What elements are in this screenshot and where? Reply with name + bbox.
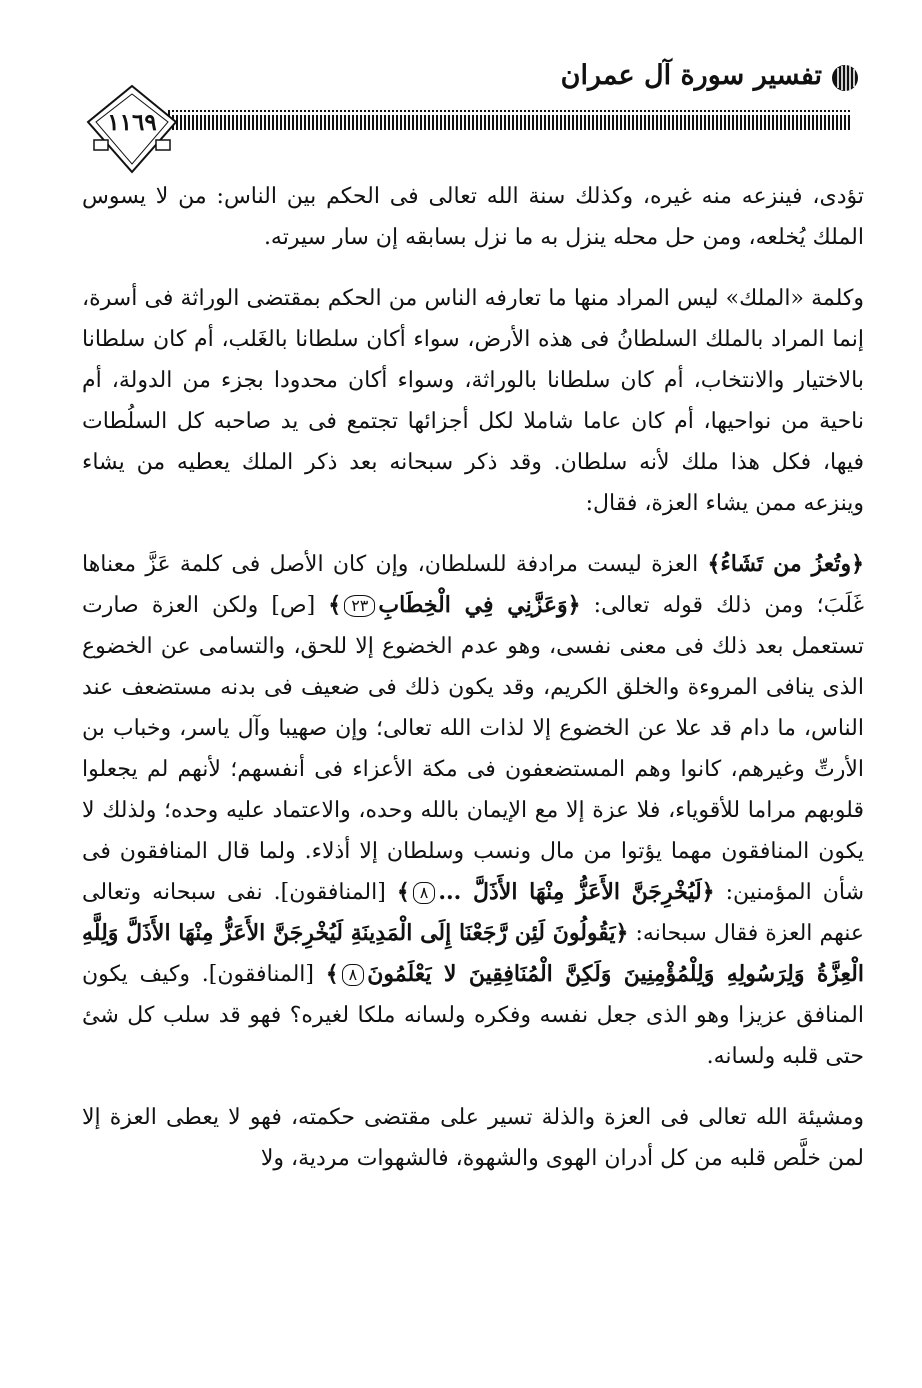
quran-verse-2-close: ﴾ bbox=[328, 592, 342, 618]
quran-verse-3-close: ﴾ bbox=[396, 879, 410, 905]
paragraph-3-text-1: العزة ليست مرادفة للسلطان، وإن كان الأصل فى كلمة عَزَّ معناها غَلَبَ؛ ومن ذلك قوله تعالى: bbox=[82, 552, 864, 618]
ayah-number-marker: ٨ bbox=[413, 882, 436, 904]
quran-verse-4-close: ﴾ bbox=[325, 961, 339, 987]
paragraph-3 bbox=[82, 544, 864, 1077]
quran-verse-1: ﴿وتُعزُ من تَشَاءُ﴾ bbox=[707, 551, 864, 577]
paragraph-3-text-3: . نفى سبحانه وتعالى عنهم العزة فقال سبحانه: bbox=[82, 880, 864, 946]
page-header-title: تفسير سورة آل عمران bbox=[560, 60, 822, 91]
ayah-number-marker: ٨ bbox=[342, 964, 365, 986]
paragraph-3-text-4: . وكيف يكون المنافق عزيزا وهو الذى جعل نفسه وفكره ولسانه ملكا لغيره؟ فهو قد سلب كل شئ حتى قلبه ولسانه. bbox=[82, 962, 865, 1069]
ayah-number-marker: ٢٣ bbox=[344, 595, 375, 617]
paragraph-3-text-2: ولكن العزة صارت تستعمل بعد ذلك فى معنى نفسى، وهو عدم الخضوع إلا للحق، والتسامى عن الخضوع الذى ينافى المروءة والخلق الكريم، وقد يكون ذلك فى ضعيف فى بدنه مستضعف عند الناس، ما دام قد علا عن الخضوع إلا لذات الله تعالى؛ وإن صهيبا وآل ياسر، وخباب بن الأرتِّ وغيرهم، كانوا وهم المستضعفون فى مكة الأعزاء فى أنفسهم؛ لأنهم لم يجعلوا قلوبهم مراما للأقوياء، فلا عزة إلا مع الإيمان بالله وحده، والاعتماد عليه وحده؛ ولذلك لا يكون المنافقون مهما يؤتوا من مال ونسب وسلطان إلا أذلاء. ولما قال المنافقون فى شأن المؤمنين: bbox=[82, 593, 865, 905]
page-number: ١١٦٩ bbox=[107, 109, 157, 136]
header-rule bbox=[168, 110, 850, 130]
paragraph-4: ومشيئة الله تعالى فى العزة والذلة تسير على مقتضى حكمته، فهو لا يعطى العزة إلا لمن خلَّص قلبه من كل أدران الهوى والشهوة، فالشهوات مردية، ولا bbox=[82, 1105, 864, 1171]
quran-verse-3: ﴿لَيُخْرِجَنَّ الأَعَزُّ مِنْهَا الأَذَلَّ ... bbox=[438, 879, 715, 905]
quran-verse-4: ﴿يَقُولُونَ لَئِن رَّجَعْنَا إِلَى الْمَدِينَةِ لَيُخْرِجَنَّ الأَعَزُّ مِنْهَا الأَذَلَّ وَلِلَّهِ الْعِزَّةُ وَلِرَسُولِهِ وَلِلْمُؤْمِنِينَ وَلَكِنَّ الْمُنَافِقِينَ لا يَعْلَمُونَ bbox=[82, 920, 864, 987]
quran-verse-2: ﴿وَعَزَّنِي فِي الْخِطَابِ bbox=[378, 592, 581, 618]
surah-reference: [ص] bbox=[271, 593, 329, 618]
surah-reference: [المنافقون] bbox=[280, 880, 397, 905]
paragraph-1: تؤدى، فينزعه منه غيره، وكذلك سنة الله تعالى فى الحكم بين الناس: من لا يسوس الملك يُخلعه، ومن حل محله ينزل به ما نزل بسابقه إن سار سيرته. bbox=[82, 184, 864, 250]
surah-reference: [المنافقون] bbox=[208, 962, 326, 987]
body-text bbox=[82, 176, 864, 1199]
ornament-icon bbox=[830, 63, 860, 93]
paragraph-2: وكلمة «الملك» ليس المراد منها ما تعارفه الناس من الحكم بمقتضى الوراثة فى أسرة، إنما المراد بالملك السلطانُ فى هذه الأرض، سواء أكان سلطانا بالغَلب، أم كان سلطانا بالاختيار والانتخاب، أم كان سلطانا بالوراثة، وسواء أكان محدودا بجزء من الدولة، أم ناحية من نواحيها، أم كان عاما شاملا لكل أجزائها تجتمع فى يد صاحبه كل السلُطات فيها، فكل هذا ملك لأنه سلطان. وقد ذكر سبحانه بعد ذكر الملك يعطيه من يشاء وينزعه ممن يشاء العزة، فقال: bbox=[82, 286, 864, 516]
